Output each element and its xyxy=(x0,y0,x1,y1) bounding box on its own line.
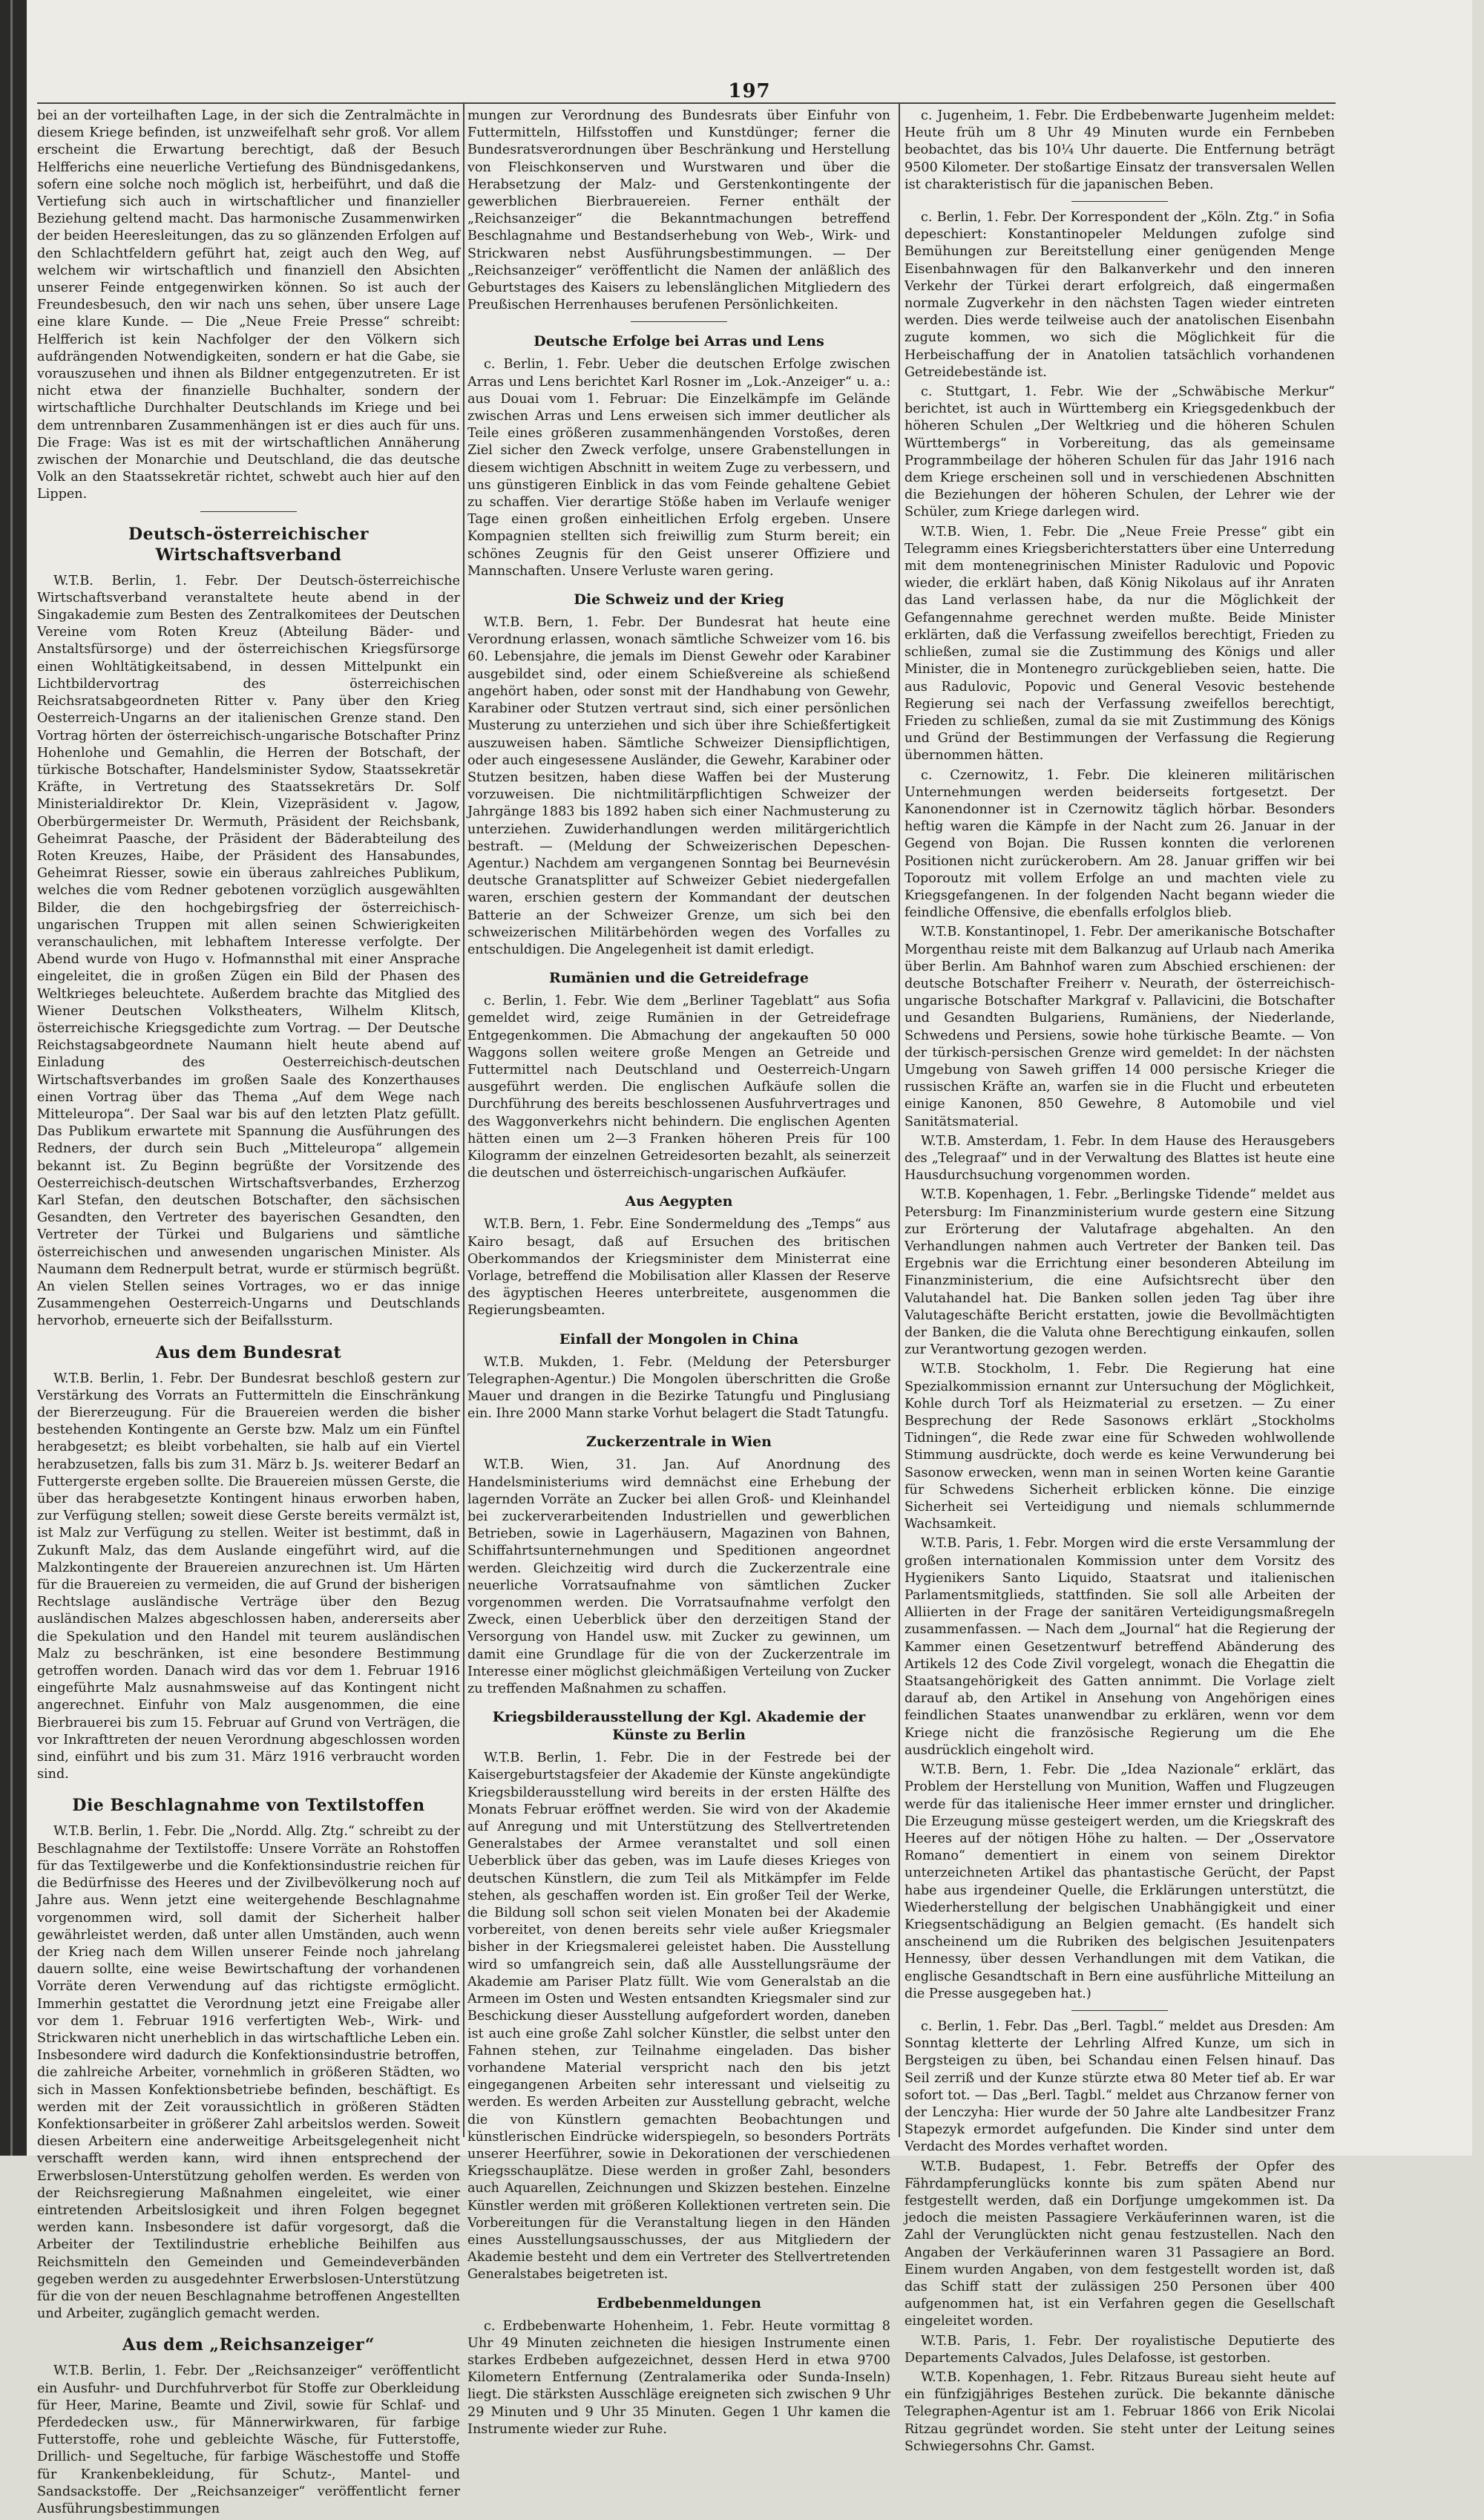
article-text: c. Stuttgart, 1. Febr. Wie der „Schwäbische Merkur“ berichtet, ist auch in Württemberg ein Kriegsgedenkbuch der höheren Schulen „Der Weltkrieg und die höheren Schulen Württembergs“ in Vorbereitung, das als gemeinsame Programmbeilage der höheren Schulen für das Jahr 1916 nach dem Kriege erscheinen soll und in verschiedenen Abschnitten die Beziehungen der höheren Schulen, der Lehrer wie der Schüler, zum Kriege darlegen wird. xyxy=(904,384,1335,520)
newspaper-page xyxy=(27,0,1472,2516)
article-text: W.T.B. Paris, 1. Febr. Der royalistische Deputierte des Departements Calvados, Jules Delafosse, ist gestorben. xyxy=(904,2333,1335,2366)
article-text: W.T.B. Mukden, 1. Febr. (Meldung der Petersburger Telegraphen-Agentur.) Die Mongolen überschritten die Große Mauer und drangen in die Bezirke Tatungfu und Pinglusiang ein. Ihre 2000 Mann starke Vorhut belagert die Stadt Tatungfu. xyxy=(467,1354,890,1422)
article-text: W.T.B. Budapest, 1. Febr. Betreffs der Opfer des Fährdampferunglücks konnte bis zum späten Abend nur festgestellt werden, daß ein Dorfjunge umgekommen ist. Da jedoch die meisten Passagiere Verkäuferinnen waren, ist die Zahl der Verunglückten nicht genau festzustellen. Nach den Angaben der Verkäuferinnen waren 31 Passagiere an Bord. Einem wurden Angaben, von dem festgestellt worden ist, daß das Schiff statt der zulässigen 250 Personen über 400 aufgenommen hat, ist ein Verfahren gegen die Gesellschaft eingeleitet worden. xyxy=(904,2159,1335,2329)
headline-schweiz: Die Schweiz und der Krieg xyxy=(574,591,784,608)
article-text: W.T.B. Berlin, 1. Febr. Die „Nordd. Allg. Ztg.“ schreibt zu der Beschlagnahme der Textilstoffe: Unsere Vorräte an Rohstoffen für das Textilgewerbe und die Konfektionsindustrie reichen für die Bedürfnisse des Heeres und der Zivilbevölkerung noch auf Jahre aus. Wenn jetzt eine weitergehende Beschlagnahme vorgenommen wird, soll damit der Sicherheit halber gewährleistet werden, daß unter allen Umständen, auch wenn der Krieg nach dem Willen unserer Feinde noch jahrelang dauern sollte, eine weise Bewirtschaftung der vorhandenen Vorräte deren Verwendung auf das richtigste ermöglicht. Immerhin gestattet die Verordnung jetzt eine Freigabe aller vor dem 1. Februar 1916 verfertigten Web-, Wirk- und Strickwaren nicht unerheblich in das wirtschaftliche Leben ein. Insbesondere wird dadurch die Konfektionsindustrie betroffen, die zahlreiche Arbeiter, vornehmlich in größeren Städten, wo sich in Massen Konfektionsbetriebe befinden, beschäftigt. Es werden mit der Zeit voraussichtlich in größeren Städten Konfektionsarbeiter in größerer Zahl arbeitslos werden. Soweit diesen Arbeitern eine anderweitige Arbeitsgelegenheit nicht verschafft werden kann, wird ihnen entsprechend der Erwerbslosen-Unterstützung geholfen werden. Es werden von der Reichsregierung Maßnahmen eingeleitet, wie einer eintretenden Arbeitslosigkeit und ihren Folgen begegnet werden kann. Insbesondere ist dafür vorgesorgt, daß die Arbeiter der Textilindustrie erhebliche Beihilfen aus Reichsmitteln den Gemeinden und Gemeindeverbänden gegeben werden zu ausgedehnter Erwerbslosen-Unterstützung für die von der neuen Beschlagnahme betroffenen Angestellten und Arbeiter, zugänglich gemacht werden. xyxy=(37,1824,460,2322)
article-text: W.T.B. Bern, 1. Febr. Eine Sondermeldung des „Temps“ aus Kairo besagt, daß auf Ersuchen des britischen Oberkommandos der Kriegsminister dem Ministerrat eine Vorlage, betreffend die Mobilisation aller Klassen der Reserve des ägyptischen Heeres unterbreitete, ausgenommen die Regierungsbeamten. xyxy=(467,1217,890,1319)
separator xyxy=(1071,201,1168,202)
headline-mongolen: Einfall der Mongolen in China xyxy=(559,1330,799,1348)
article-text: c. Berlin, 1. Febr. Das „Berl. Tagbl.“ meldet aus Dresden: Am Sonntag kletterte der Lehrling Alfred Kunze, um sich in Bergsteigen zu üben, bei Schandau einen Felsen hinauf. Das Seil zerriß und der Kunze stürzte etwa 80 Meter tief ab. Er war sofort tot. — Das „Berl. Tagbl.“ meldet aus Chrzanow ferner von der Lenczyha: Hier wurde der 50 Jahre alte Landbesitzer Franz Stapezyk ermordet aufgefunden. Die Kinder sind unter dem Verdacht des Mordes verhaftet worden. xyxy=(904,2018,1335,2155)
article-text: mungen zur Verordnung des Bundesrats über Einfuhr von Futtermitteln, Hilfsstoffen und Kunstdünger; ferner die Bundesratsverordnungen über Beschränkung und Herstellung von Fleischkonserven und Wurstwaren und über die Herabsetzung der Malz- und Gerstenkontingente der gewerblichen Bierbrauereien. Ferner enthält der „Reichsanzeiger“ die Bekanntmachungen betreffend Beschlagnahme und Bestandserhebung von Web-, Wirk- und Strickwaren nebst Ausführungsbestimmungen. — Der „Reichsanzeiger“ veröffentlicht die Namen der anläßlich des Geburtstages des Kaisers zu lebenslänglichen Mitgliedern des Preußischen Herrenhauses berufenen Persönlichkeiten. xyxy=(467,108,890,313)
article-text: c. Czernowitz, 1. Febr. Die kleineren militärischen Unternehmungen werden beiderseits fortgesetzt. Der Kanonendonner ist in Czernowitz täglich hörbar. Besonders heftig waren die Kämpfe in der Nacht zum 26. Januar in der Gegend von Bojan. Die Russen konnten die verlorenen Positionen nicht zurückerobern. Am 28. Januar griffen wir bei Toporoutz mit vollem Erfolge an und machten viele zu Kriegsgefangenen. In der folgenden Nacht begann wieder die feindliche Offensive, die ebenfalls erfolglos blieb. xyxy=(904,767,1335,921)
article-text: W.T.B. Kopenhagen, 1. Febr. „Berlingske Tidende“ meldet aus Petersburg: Im Finanzministerium wurde gestern eine Sitzung zur Erörterung der Valutafrage abgehalten. An den Verhandlungen nahmen auch Vertreter der Banken teil. Das Ergebnis war die Errichtung einer besonderen Abteilung im Finanzministerium, die eine Aufsichtsrecht über den Valutahandel hat. Die Banken sollen jeden Tag über ihre Valutageschäfte Bericht erstatten, jowie die Bevollmächtigten der Banken, die die Valuta ohne Berechtigung einkaufen, sollen zur Verantwortung gezogen werden. xyxy=(904,1187,1335,1358)
column-1 xyxy=(37,108,460,2520)
page-number: 197 xyxy=(728,80,771,102)
article-text: W.T.B. Wien, 1. Febr. Die „Neue Freie Presse“ gibt ein Telegramm eines Kriegsberichterstatters über eine Unterredung mit dem montenegrinischen Minister Radulovic und Popovic wieder, die erklärt haben, daß König Nikolaus auf ihr Anraten das Land verlassen habe, da nur die Möglichkeit der Gefangennahme gerechnet werden mußte. Beide Minister erklärten, daß die Verfassung zweifellos berechtigt, Frieden zu schließen, zumal sie die Zustimmung des Königs und aller Minister, die in Montenegro zurückgeblieben seien, hatte. Die aus Radulovic, Popovic und General Vesovic bestehende Regierung sei nach der Verfassung zweifellos berechtigt, Frieden zu schließen, zumal da sie mit Zustimmung des Königs und Gründ der Bestimmungen der Verfassung die Regierung übernommen hätten. xyxy=(904,524,1335,764)
column-rule-1 xyxy=(463,104,464,2137)
article-text: W.T.B. Paris, 1. Febr. Morgen wird die erste Versammlung der großen internationalen Kommission unter dem Vorsitz des Hygienikers Santo Liquido, Staatsrat und italienischen Parlamentsmitglieds, stattfinden. Sie soll alle Arbeiten der Alliierten in der Frage der sanitären Verteidigungsmaßregeln zusammenfassen. — Nach dem „Journal“ hat die Regierung der Kammer einen Gesetzentwurf betreffend Abänderung des Artikels 12 des Code Zivil vorgelegt, wonach die Ehegattin die Staatsangehörigkeit des Gatten annimmt. Die Vorlage zielt darauf ab, den Artikel in Ansehung von Angehörigen eines feindlichen Staates unanwendbar zu erklären, wenn vor dem Kriege nicht die französische Regierung um die Ehe ausdrücklich eingeholt wird. xyxy=(904,1536,1335,1758)
headline-zuckerzentrale: Zuckerzentrale in Wien xyxy=(586,1434,772,1451)
article-text: c. Jugenheim, 1. Febr. Die Erdbebenwarte Jugenheim meldet: Heute früh um 8 Uhr 49 Minuten wurde ein Fernbeben beobachtet, das bis 10¼ Uhr dauerte. Die Entfernung beträgt 9500 Kilometer. Der stoßartige Einsatz der transversalen Wellen ist charakteristisch für die japanischen Beben. xyxy=(904,108,1335,192)
headline-aegypten: Aus Aegypten xyxy=(625,1193,733,1210)
article-text: c. Berlin, 1. Febr. Der Korrespondent der „Köln. Ztg.“ in Sofia depeschiert: Konstantinopeler Meldungen zufolge sind Bemühungen zur Bereitstellung einer genügenden Menge Eisenbahnwagen für den Balkanverkehr und den inneren Verkehr der Türkei derart erfolgreich, daß eingermaßen normale Zugverkehr in den nächsten Tagen wieder eintreten werden. Dies werde teilweise auch der anatolischen Eisenbahn zugute kommen, wo sich die Möglichkeit für die Herbeischaffung der in Anatolien tatsächlich vorhandenen Getreidebestände ist. xyxy=(904,210,1335,380)
headline-bundesrat: Aus dem Bundesrat xyxy=(155,1342,342,1362)
article-text: c. Berlin, 1. Febr. Ueber die deutschen Erfolge zwischen Arras und Lens berichtet Karl Rosner im „Lok.-Anzeiger“ u. a.: aus Douai vom 1. Februar: Die Einzelkämpfe im Gelände zwischen Arras und Lens erweisen sich immer deutlicher als Teile eines größeren zusammenhängenden Vorstoßes, deren Ziel sicher den Zweck verfolge, unsere Grabenstellungen in diesem wichtigen Abschnitt in weitem Zuge zu verbessern, und uns günstigeren Einblick in das vom Feinde gehaltene Gebiet zu schaffen. Vier derartige Stöße haben im Verlaufe weniger Tage einen großen einheitlichen Erfolg ergeben. Unsere Kompagnien stellten sich freiwillig zum Sturm bereit; ein schönes Zeugnis für den Geist unserer Offiziere und Mannschaften. Unsere Verluste waren gering. xyxy=(467,357,890,579)
headline-reichsanzeiger: Aus dem „Reichsanzeiger“ xyxy=(122,2335,375,2355)
adjacent-page-edge xyxy=(0,0,27,2156)
header-rule xyxy=(37,102,1336,104)
article-text: W.T.B. Berlin, 1. Febr. Der „Reichsanzeiger“ veröffentlicht ein Ausfuhr- und Durchfuhrverbot für Stoffe zur Oberkleidung für Heer, Marine, Beamte und Zivil, sowie für Schlaf- und Pferdedecken usw., für Männerwirkwaren, für farbige Futterstoffe, rohe und gebleichte Wäsche, für Futterstoffe, Drillich- und Segeltuche, für farbige Wäschestoffe und Stoffe für Krankenbekleidung, für Schutz-, Mantel- und Sandsackstoffe. Der „Reichsanzeiger“ veröffentlicht ferner Ausführungsbestimmungen xyxy=(37,2363,460,2516)
article-text: W.T.B. Amsterdam, 1. Febr. In dem Hause des Herausgebers des „Telegraaf“ und in der Verwaltung des Blattes ist heute eine Hausdurchsuchung vorgenommen worden. xyxy=(904,1133,1335,1184)
headline-akademie: Kriegsbilderausstellung der Kgl. Akademie der Künste zu Berlin xyxy=(492,1709,866,1744)
article-text: c. Berlin, 1. Febr. Wie dem „Berliner Tageblatt“ aus Sofia gemeldet wird, zeige Rumänien in der Getreidefrage Entgegenkommen. Die Abmachung der angekauften 50 000 Waggons sollen weitere große Mengen an Getreide und Futtermittel nach Deutschland und Oesterreich-Ungarn ausgeführt werden. Die englischen Aufkäufe sollen die Durchführung des bereits beschlossenen Ausfuhrvertrages und des Waggonverkehrs nicht behindern. Die englischen Agenten hätten einen um 2—3 Franken höheren Preis für 100 Kilogramm der einzelnen Getreidesorten bezahlt, als seinerzeit die deutschen und österreichisch-ungarischen Aufkäufer. xyxy=(467,994,890,1181)
separator xyxy=(200,511,297,512)
article-text: W.T.B. Wien, 31. Jan. Auf Anordnung des Handelsministeriums wird demnächst eine Erhebung der lagernden Vorräte an Zucker bei allen Groß- und Kleinhandel bei zuckerverarbeitenden Industriellen und gewerblichen Betrieben, sowie in Lagerhäusern, Magazinen von Bahnen, Schiffahrtsunternehmungen und Speditionen angeordnet werden. Gleichzeitig wird durch die Zuckerzentrale eine neuerliche Vorratsaufnahme von sämtlichen Zucker vorgenommen werden. Die Vorratsaufnahme verfolgt den Zweck, einen Ueberblick über den derzeitigen Stand der Versorgung von Handel usw. mit Zucker zu gewinnen, um damit eine Grundlage für die von der Zuckerzentrale im Interesse einer möglichst gleichmäßigen Verteilung von Zucker zu treffenden Maßnahmen zu schaffen. xyxy=(467,1457,890,1697)
article-text: bei an der vorteilhaften Lage, in der sich die Zentralmächte in diesem Kriege befinden, ist unzweifelhaft sehr groß. Vor allem erscheint die Erwartung berechtigt, daß der Besuch Helfferichs eine neuerliche Vertiefung des Bündnisgedankens, sofern eine solche noch möglich ist, herbeiführt, und daß die Vertiefung sich auch in wirtschaftlicher und finanzieller Beziehung geltend macht. Das harmonische Zusammenwirken der beiden Heeresleitungen, das zu so glänzenden Erfolgen auf den Schlachtfeldern geführt hat, zeigt auch den Weg, auf welchem wir wirtschaftlich und finanziell den Absichten unserer Feinde entgegenwirken können. So ist auch der Freundesbesuch, den wir nach uns sehen, über unsere Lage eine klare Kunde. — Die „Neue Freie Presse“ schreibt: Helfferich ist kein Nachfolger der den Völkern sich aufdrängenden Notwendigkeiten, sondern er hat die Gabe, sie vorauszusehen und ihnen als Bildner entgegenzutreten. Er ist nicht etwa der finanzielle Buchhalter, sondern der wirtschaftliche Durchhalter Deutschlands im Kriege und bei dem untrennbaren Zusammenhängen ist er dies auch für uns. Die Frage: Was ist es mit der wirtschaftlichen Annäherung zwischen der Monarchie und Deutschland, die das deutsche Volk an den Staatssekretär richtet, schwebt auch hier auf den Lippen. xyxy=(37,108,460,502)
headline-erdbeben: Erdbebenmeldungen xyxy=(597,2294,761,2311)
separator xyxy=(1071,2010,1168,2011)
headline-rumaenien: Rumänien und die Getreidefrage xyxy=(549,970,809,987)
article-text: W.T.B. Berlin, 1. Febr. Der Deutsch-österreichische Wirtschaftsverband veranstaltete heute abend in der Singakademie zum Besten des Zentralkomitees der Deutschen Vereine vom Roten Kreuz (Abteilung Bäder- und Anstaltsfürsorge) und der österreichischen Kriegsfürsorge einen Wohltätigkeitsabend, in dessen Mittelpunkt ein Lichtbildervortrag des österreichischen Reichsratsabgeordneten Ritter v. Pany über den Krieg Oesterreich-Ungarns an der italienischen Grenze stand. Den Vortrag hörten der österreichisch-ungarische Botschafter Prinz Hohenlohe und Gemahlin, die Herren der Botschaft, der türkische Botschafter, Handelsminister Sydow, Staatssekretär Kräfte, in Vertretung des Staatssekretärs Dr. Solf Ministerialdirektor Dr. Klein, Vizepräsident v. Jagow, Oberbürgermeister Dr. Wermuth, Präsident der Reichsbank, Geheimrat Paasche, der Präsident der Bäderabteilung des Roten Kreuzes, Haibe, der Präsident des Hansabundes, Geheimrat Riesser, sowie ein überaus zahlreiches Publikum, welches die vom Redner gebotenen vorzüglich ausgewählten Bilder, die den hochgebirgsfrieg der österreichisch-ungarischen Truppen mit allen seinen Schwierigkeiten veranschaulichen, mit lebhaftem Interesse verfolgte. Der Abend wurde von Hugo v. Hofmannsthal mit einer Ansprache eingeleitet, die in großen Zügen ein Bild der Phasen des Weltkrieges beleuchtete. Außerdem brachte das Mitglied des Wiener Deutschen Volkstheaters, Wilhelm Klitsch, österreichische Kriegsgedichte zum Vortrag. — Der Deutsche Reichstagsabgeordnete Naumann hielt heute abend auf Einladung des Oesterreichisch-deutschen Wirtschaftsverbandes im großen Saale des Konzerthauses einen Vortrag über das Thema „Auf dem Wege nach Mitteleuropa“. Der Saal war bis auf den letzten Platz gefüllt. Das Publikum erwartete mit Spannung die Ausführungen des Redners, der durch sein Buch „Mitteleuropa“ allgemein bekannt ist. Zu Beginn begrüßte der Vorsitzende des Oesterreichisch-deutschen Wirtschaftsverbandes, Erzherzog Karl Stefan, den deutschen Botschafter, den sächsischen Gesandten, den Vertreter des bayerischen Gesandten, den Vertreter der Türkei und Bulgariens und sämtliche österreichischen und anwesenden ungarischen Minister. Als Naumann dem Rednerpult betrat, wurde er stürmisch begrüßt. An vielen Stellen seines Vortrages, wo er das innige Zusammengehen Oesterreich-Ungarns und Deutschlands hervorhob, erneuerte sich der Beifallssturm. xyxy=(37,573,460,1329)
column-2 xyxy=(467,108,890,2441)
article-text: W.T.B. Kopenhagen, 1. Febr. Ritzaus Bureau sieht heute auf ein fünfzigjähriges Bestehen zurück. Die bekannte dänische Telegraphen-Agentur ist am 1. Februar 1866 von Erik Nicolai Ritzau gegründet worden. Sie steht unter der Leitung seines Schwiegersohns Chr. Gamst. xyxy=(904,2370,1335,2454)
article-text: W.T.B. Bern, 1. Febr. Die „Idea Nazionale“ erklärt, das Problem der Herstellung von Munition, Waffen und Flugzeugen werde für das italienische Heer immer ernster und dringlicher. Die Erzeugung müsse gesteigert werden, um die Kriegskraft des Heeres auf der nötigen Höhe zu halten. — Der „Osservatore Romano“ dementiert in einem von seinem Direktor unterzeichneten Artikel das phantastische Gerücht, der Papst habe aus irgendeiner Quelle, die Erklärungen unterstützt, die Wiederherstellung der belgischen Unabhängigkeit und einer Kriegsentschädigung an Belgien gemacht. (Es handelt sich anscheinend um die Rubriken des belgischen Jesuitenpaters Hennessy, über dessen Verhandlungen mit dem Vatikan, die englische Gesandtschaft in Bern eine ausführliche Mitteilung an die Presse ausgegeben hat.) xyxy=(904,1762,1335,2001)
article-text: c. Erdbebenwarte Hohenheim, 1. Febr. Heute vormittag 8 Uhr 49 Minuten zeichneten die hiesigen Instrumente einen starkes Erdbeben aufgezeichnet, dessen Herd in etwa 9700 Kilometern Entfernung (Zentralamerika oder Sunda-Inseln) liegt. Die stärksten Ausschläge ereigneten sich zwischen 9 Uhr 29 Minuten und 9 Uhr 35 Minuten. Gegen 1 Uhr kamen die Instrumente wieder zur Ruhe. xyxy=(467,2318,890,2437)
article-text: W.T.B. Bern, 1. Febr. Der Bundesrat hat heute eine Verordnung erlassen, wonach sämtliche Schweizer vom 16. bis 60. Lebensjahre, die jemals im Dienst Gewehr oder Karabiner ausgebildet sind, oder einem Schießvereine als schießend angehört haben, oder sonst mit der Handhabung von Gewehr, Karabiner oder Stutzen vertraut sind, sich einer persönlichen Musterung zu unterziehen und sich über ihre Schießfertigkeit auszuweisen haben. Sämtliche Schweizer Diensipflichtigen, oder auch eingesessene Ausländer, die Gewehr, Karabiner oder Stutzen besitzen, haben diese Waffen bei der Musterung vorzuweisen. Die nichtmilitärpflichtigen Schweizer der Jahrgänge 1883 bis 1892 haben sich einer Nachmusterung zu unterziehen. Zuwiderhandlungen werden militärgerichtlich bestraft. — (Meldung der Schweizerischen Depeschen-Agentur.) Nachdem am vergangenen Sonntag bei Beurnevésin deutsche Granatsplitter auf Schweizer Gebiet niedergefallen waren, erschien gestern der Kommandant der deutschen Batterie an der Schweizer Grenze, um sich bei den schweizerischen Militärbehörden wegen des Vorfalles zu entschuldigen. Die Angelegenheit ist damit erledigt. xyxy=(467,615,890,957)
headline-wirtschaftsverband: Deutsch-österreichischer Wirtschaftsverband xyxy=(128,524,369,565)
article-text: W.T.B. Konstantinopel, 1. Febr. Der amerikanische Botschafter Morgenthau reiste mit dem Balkanzug auf Urlaub nach Amerika über Berlin. Am Bahnhof waren zum Abschied erschienen: der deutsche Botschafter Freiherr v. Neurath, der österreichisch-ungarische Botschafter Markgraf v. Pallavicini, die Botschafter und Gesandten Bulgariens, Rumäniens, der Niederlande, Schwedens und Persiens, sowie hohe türkische Beamte. — Von der türkisch-persischen Grenze wird gemeldet: In der nächsten Umgebung von Saweh griffen 14 000 persische Krieger die russischen Kräfte an, warfen sie in die Flucht und erbeuteten einige Kanonen, 850 Gewehre, 8 Automobile und viel Sanitätsmaterial. xyxy=(904,925,1335,1129)
headline-textilstoffe: Die Beschlagnahme von Textilstoffen xyxy=(72,1796,425,1816)
article-text: W.T.B. Berlin, 1. Febr. Die in der Festrede bei der Kaisergeburtstagsfeier der Akademie der Künste angekündigte Kriegsbilderausstellung wird bereits in der ersten Hälfte des Monats Februar eröffnet werden. Sie wird von der Akademie auf Anregung und mit Unterstützung des Stellvertretenden Generalstabes der Armee veranstaltet und soll einen Ueberblick über das geben, was im Laufe dieses Krieges von deutschen Künstlern, die zum Teil als Mitkämpfer im Felde stehen, als geschaffen worden ist. Ein großer Teil der Werke, die Bildung soll schon seit vielen Monaten bei der Akademie vorbereitet, von denen bereits sehr viele außer Kriegsmaler bisher in der Kriegsmalerei geleistet haben. Die Ausstellung wird so umfangreich sein, daß alle Ausstellungsräume der Akademie am Pariser Platz füllt. Wie vom Generalstab an die Armeen im Osten und Westen entsandten Kriegsmaler sind zur Beschickung dieser Ausstellung aufgefordert worden, daneben ist auch eine große Zahl solcher Künstler, die selbst unter den Fahnen stehen, zur Teilnahme eingeladen. Das bisher vorhandene Material verspricht nach den bis jetzt eingegangenen Arbeiten sehr interessant und vielseitig zu werden. Es werden Arbeiten zur Ausstellung gebracht, welche die von Künstlern gemachten Beobachtungen und künstlerischen Eindrücke widerspiegeln, so besonders Porträts unserer Heerführer, sowie in Dekorationen der verschiedenen Kriegsschauplätze. Diese werden in großer Zahl, besonders auch Aquarellen, Zeichnungen und Skizzen bestehen. Einzelne Künstler werden mit größeren Kollektionen vertreten sein. Die Vorbereitungen für die Veranstaltung liegen in den Händen eines Ausstellungsausschusses, der aus Mitgliedern der Akademie besteht und dem ein Vertreter des Stellvertretenden Generalstabes beigetreten ist. xyxy=(467,1750,890,2283)
column-rule-2 xyxy=(899,104,900,2137)
column-3 xyxy=(904,108,1335,2458)
separator xyxy=(631,321,727,322)
article-text: W.T.B. Stockholm, 1. Febr. Die Regierung hat eine Spezialkommission ernannt zur Untersuchung der Möglichkeit, Kohle durch Torf als Heizmaterial zu ersetzen. — Zu einer Besprechung der Rede Sasonows erklärt „Stockholms Tidningen“, die Rede zwar eine für Schweden wohlwollende Stimmung ausdrückte, doch werde es keine Verwunderung bei Sasonow erwecken, wenn man in seinen Worten keine Garantie für Schwedens Sicherheit erblicken könne. Die einzige Sicherheit sei Verteidigung und niemals schlummernde Wachsamkeit. xyxy=(904,1362,1335,1532)
headline-arras: Deutsche Erfolge bei Arras und Lens xyxy=(533,333,824,350)
article-text: W.T.B. Berlin, 1. Febr. Der Bundesrat beschloß gestern zur Verstärkung des Vorrats an Futtermitteln die Einschränkung der Biererzeugung. Für die Brauereien werden die bisher bestehenden Kontingente an Gerste bzw. Malz um ein Fünftel herabgesetzt; es bleibt vorbehalten, sie halb auf ein Viertel herabzusetzen, falls bis zum 31. März b. Js. weiterer Bedarf an Futtergerste ergeben sollte. Die Brauereien müssen Gerste, die über das herabgesetzte Kontingent hinaus erworben haben, zur Verfügung stellen; soweit diese Gerste bereits vermälzt ist, ist Malz zur Verfügung zu stellen. Weiter ist bestimmt, daß in Zukunft Malz, das dem Auslande eingeführt wird, auf die Malzkontingente der Brauereien anzurechnen ist. Um Härten für die Brauereien zu vermeiden, die auf Grund der bisherigen Rechtslage ausländische Verträge über den Bezug ausländischen Malzes abgeschlossen haben, andererseits aber die Spekulation und den Handel mit teurem ausländischen Malz zu beschränken, ist eine besondere Bestimmung getroffen worden. Danach wird das vor dem 1. Februar 1916 eingeführte Malz ausnahmsweise auf das Kontingent nicht angerechnet. Einfuhr von Malz ausgenommen, die eine Bierbrauerei bis zum 15. Februar auf Grund von Verträgen, die vor Inkrafttreten der neuen Verordnung abgeschlossen worden sind, einführt und bis zum 31. März 1916 verbraucht worden sind. xyxy=(37,1371,460,1782)
